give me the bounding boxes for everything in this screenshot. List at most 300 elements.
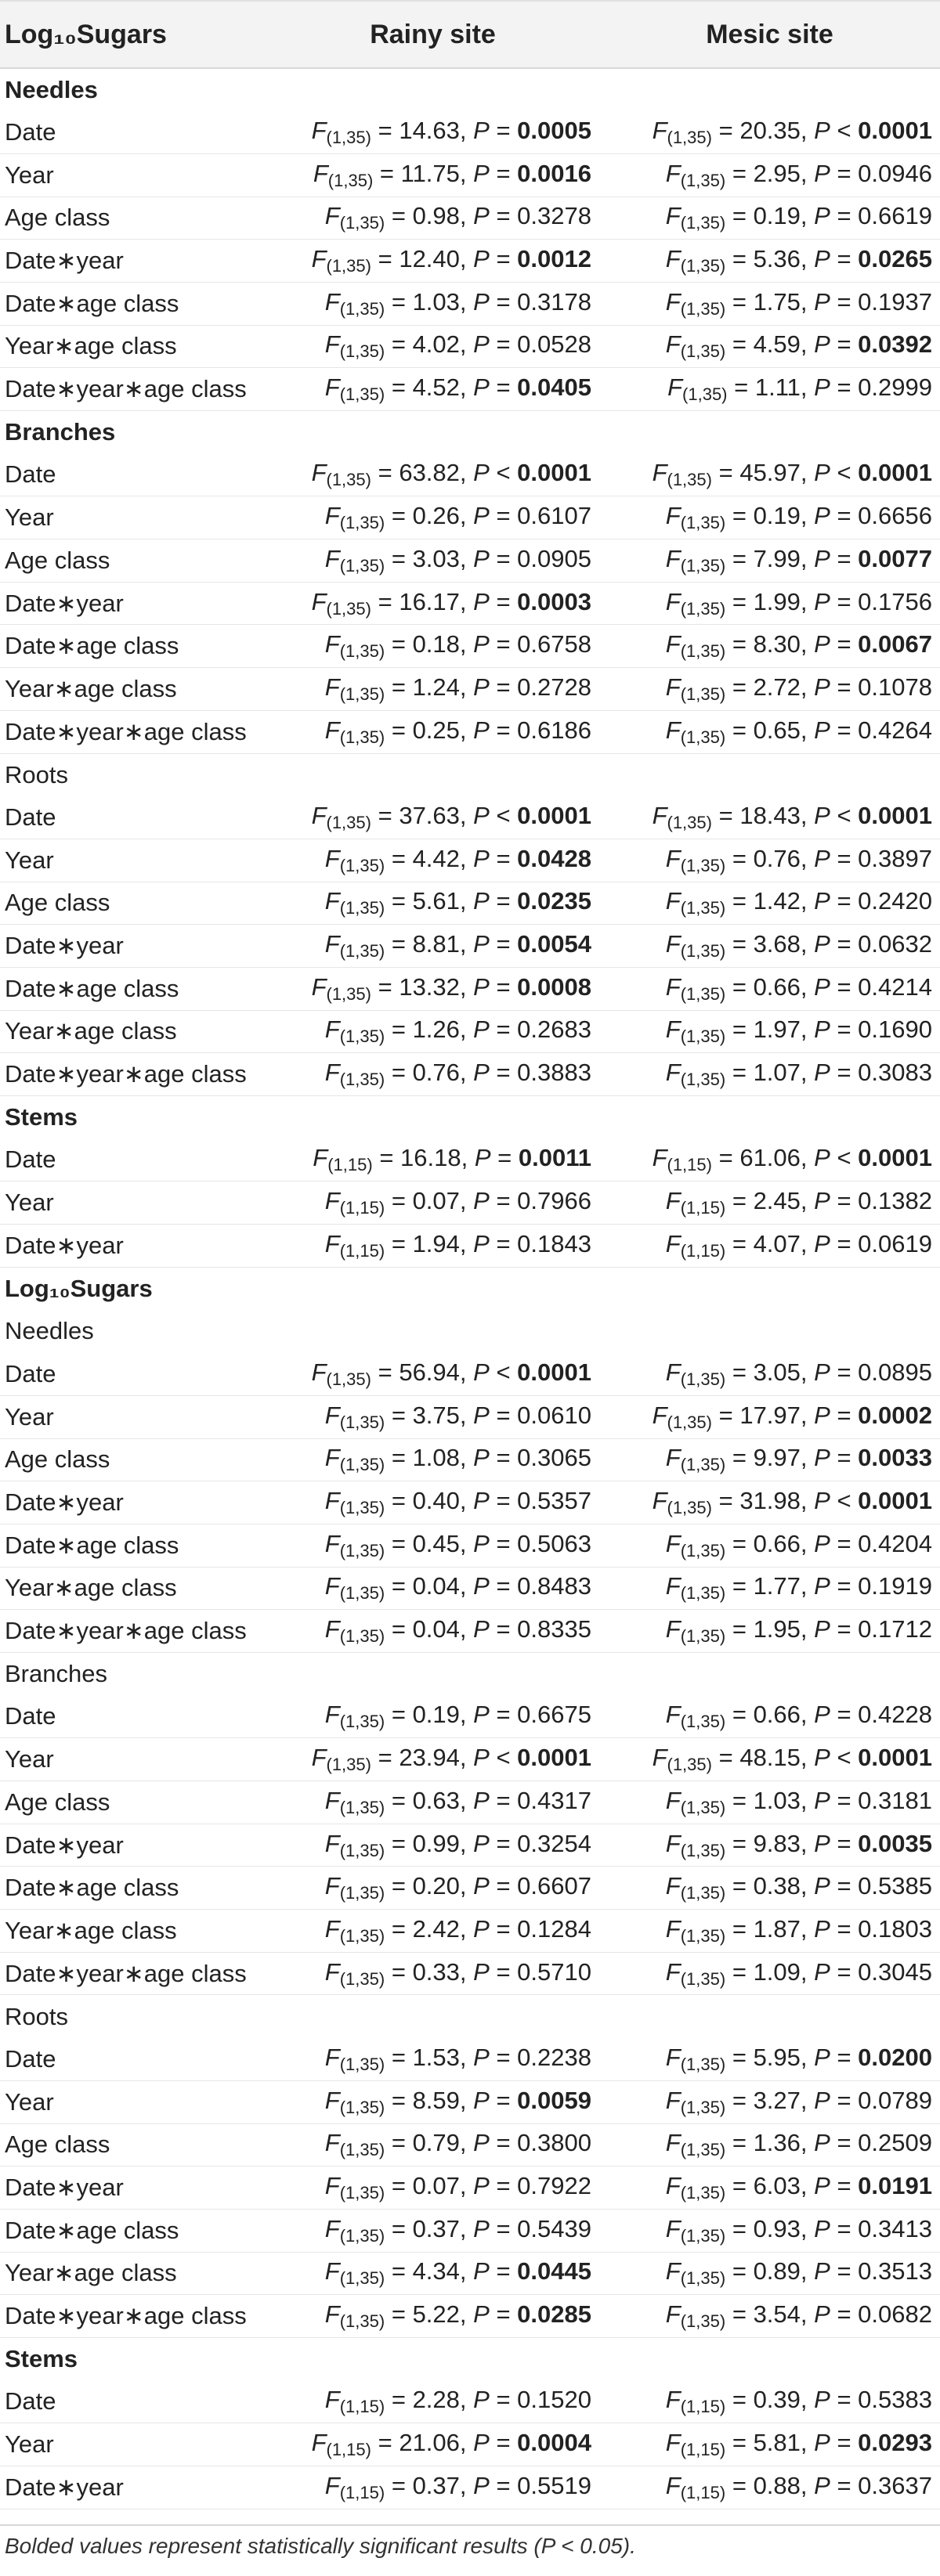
p-value-significant: 0.0054 [517,930,591,958]
f-symbol: F [665,1229,681,1257]
stat-cell: $F_{(1,35)} = 1.87$, P = 0.1803 [599,1910,940,1953]
p-symbol: P [473,544,490,572]
f-value: 1.11 [754,373,801,402]
row-label: Date∗year∗age class [0,368,266,411]
p-symbol: P [473,373,490,402]
p-symbol: P [814,844,830,872]
f-value: 0.79 [412,2129,460,2157]
stat-cell: $F_{(1,35)} = 9.97$, P = 0.0033 [599,1438,940,1481]
p-value-significant: 0.0191 [858,2172,932,2200]
section-heading-row [0,411,940,454]
f-value: 0.18 [412,630,460,658]
degrees-of-freedom: (1,35) [680,641,726,662]
p-symbol: P [473,1401,490,1429]
degrees-of-freedom: (1,35) [682,384,728,405]
degrees-of-freedom: (1,35) [680,1583,726,1604]
p-symbol: P [814,1529,830,1557]
degrees-of-freedom: (1,35) [339,641,385,662]
table-body [0,68,940,2509]
f-symbol: F [665,972,681,1001]
degrees-of-freedom: (1,35) [339,1540,385,1560]
f-symbol: F [324,2471,340,2499]
f-symbol: F [313,159,328,187]
p-value-significant: 0.0001 [517,1744,591,1772]
stat-cell: $F_{(1,35)} = 1.77$, P = 0.1919 [599,1567,940,1610]
f-value: 1.53 [412,2043,460,2071]
stat-cell: $F_{(1,35)} = 0.89$, P = 0.3513 [599,2252,940,2295]
f-value: 13.32 [399,972,460,1001]
p-value-significant: 0.0004 [517,2429,591,2457]
f-symbol: F [652,459,667,487]
row-label: Date∗age class [0,2209,266,2252]
f-symbol: F [324,1572,340,1600]
stat-cell: $F_{(1,35)} = 0.19$, P = 0.6656 [599,496,940,539]
row-label: Year [0,1738,266,1781]
p-symbol: P [814,972,830,1001]
f-symbol: F [311,801,327,829]
f-value: 5.61 [412,887,460,915]
table-row [0,2423,940,2466]
stat-cell: $F_{(1,35)} = 0.40$, P = 0.5357 [266,1481,599,1524]
f-value: 4.34 [412,2257,460,2286]
p-symbol: P [814,1829,830,1857]
p-symbol: P [814,801,830,829]
f-symbol: F [324,1229,340,1257]
degrees-of-freedom: (1,35) [339,855,385,875]
f-symbol: F [665,1059,681,1087]
section-label: Needles [5,75,98,103]
f-value: 1.87 [753,1914,801,1943]
p-symbol: P [473,972,490,1001]
section-label: Roots [5,2002,68,2030]
f-symbol: F [324,887,340,915]
p-symbol: P [473,887,490,915]
stat-cell: $F_{(1,35)} = 11.75$, P = 0.0016 [266,153,599,197]
f-symbol: F [324,1615,340,1643]
f-value: 0.66 [753,972,801,1001]
row-label: Date [0,1695,266,1738]
p-symbol: P [814,544,830,572]
p-symbol: P [473,1829,490,1857]
f-value: 1.42 [753,887,801,915]
degrees-of-freedom: (1,35) [339,1455,385,1475]
f-value: 0.98 [412,202,460,230]
degrees-of-freedom: (1,15) [339,1240,385,1261]
degrees-of-freedom: (1,35) [326,812,371,832]
p-symbol: P [814,330,830,359]
stat-cell: $F_{(1,35)} = 13.32$, P = 0.0008 [266,967,599,1010]
row-label: Year [0,496,266,539]
degrees-of-freedom: (1,35) [339,1797,385,1817]
f-symbol: F [324,630,340,658]
f-value: 9.97 [753,1444,801,1472]
table-row [0,197,940,240]
f-symbol: F [324,716,340,744]
degrees-of-freedom: (1,35) [339,1883,385,1903]
p-symbol: P [814,116,830,144]
f-symbol: F [324,2129,340,2157]
row-label: Date [0,796,266,839]
stat-cell: $F_{(1,35)} = 1.07$, P = 0.3083 [599,1053,940,1096]
f-symbol: F [311,1358,327,1386]
f-value: 11.75 [400,159,460,187]
p-symbol: P [814,673,830,701]
table-row [0,2466,940,2509]
degrees-of-freedom: (1,35) [339,1840,385,1860]
f-symbol: F [324,202,340,230]
f-symbol: F [665,1957,681,1986]
row-label: Date [0,453,266,496]
p-symbol: P [473,2172,490,2200]
table-row [0,1353,940,1396]
p-value-significant: 0.0003 [517,587,591,615]
stat-cell: $F_{(1,35)} = 0.79$, P = 0.3800 [266,2123,599,2167]
stat-cell: $F_{(1,35)} = 0.99$, P = 0.3254 [266,1824,599,1867]
header-mesic-site: Mesic site [599,1,940,68]
row-label: Age class [0,1438,266,1481]
f-value: 0.25 [412,716,460,744]
stat-cell: $F_{(1,35)} = 1.99$, P = 0.1756 [599,582,940,625]
section-heading-row [0,1310,940,1353]
stat-cell: $F_{(1,15)} = 0.88$, P = 0.3637 [599,2466,940,2509]
stat-cell: $F_{(1,35)} = 20.35$, P < 0.0001 [599,111,940,154]
f-value: 2.95 [753,159,801,187]
stat-cell: $F_{(1,35)} = 1.95$, P = 0.1712 [599,1610,940,1653]
degrees-of-freedom: (1,35) [327,170,374,190]
p-value-significant: 0.0033 [858,1444,932,1472]
p-value: 0.3278 [517,202,591,230]
stat-cell: $F_{(1,35)} = 5.95$, P = 0.0200 [599,2038,940,2081]
row-label: Date∗year [0,1481,266,1524]
f-symbol: F [324,2300,340,2329]
stat-cell: $F_{(1,15)} = 5.81$, P = 0.0293 [599,2423,940,2466]
f-symbol: F [311,972,327,1001]
p-symbol: P [814,1358,830,1386]
f-symbol: F [665,2129,681,2157]
degrees-of-freedom: (1,35) [680,684,726,704]
f-value: 6.03 [753,2172,801,2200]
f-value: 0.38 [753,1872,801,1900]
section-heading-row [0,2337,940,2380]
stat-cell: $F_{(1,15)} = 0.39$, P = 0.5383 [599,2380,940,2423]
p-value: 0.6656 [858,502,932,530]
p-symbol: P [473,1487,490,1515]
f-symbol: F [652,1487,667,1515]
stat-cell: $F_{(1,35)} = 0.20$, P = 0.6607 [266,1867,599,1910]
f-symbol: F [311,116,327,144]
p-value: 0.6607 [517,1872,591,1900]
p-value: 0.8483 [517,1572,591,1600]
stat-cell: $F_{(1,35)} = 3.54$, P = 0.0682 [599,2295,940,2338]
p-value: 0.1382 [858,1187,932,1215]
f-value: 23.94 [399,1744,460,1772]
p-symbol: P [814,2386,830,2414]
p-value: 0.0946 [858,159,932,187]
row-label: Date∗age class [0,1867,266,1910]
f-value: 4.07 [753,1229,801,1257]
f-symbol: F [313,1144,328,1172]
stat-cell: $F_{(1,35)} = 0.19$, P = 0.6619 [599,197,940,240]
p-value: 0.0895 [858,1358,932,1386]
p-value-significant: 0.0011 [518,1144,591,1172]
f-value: 3.27 [753,2086,801,2114]
degrees-of-freedom: (1,15) [680,2482,726,2502]
table-row [0,240,940,283]
p-symbol: P [814,1872,830,1900]
p-symbol: P [473,844,490,872]
section-label: Log₁₀Sugars [5,1274,153,1302]
f-value: 0.19 [753,202,801,230]
degrees-of-freedom: (1,35) [339,2140,385,2160]
stat-cell: $F_{(1,35)} = 0.18$, P = 0.6758 [266,625,599,668]
p-value-significant: 0.0235 [517,887,591,915]
stat-cell: $F_{(1,35)} = 1.11$, P = 0.2999 [599,368,940,411]
row-label: Year∗age class [0,325,266,368]
degrees-of-freedom: (1,35) [339,941,385,961]
row-label: Date∗year∗age class [0,1952,266,1995]
p-symbol: P [814,459,830,487]
f-value: 0.99 [412,1829,460,1857]
f-value: 0.07 [412,2172,460,2200]
p-value: 0.4228 [858,1701,932,1729]
p-value-significant: 0.0445 [517,2257,591,2286]
f-symbol: F [667,373,683,402]
degrees-of-freedom: (1,35) [680,1883,726,1903]
p-value: 0.7966 [517,1187,591,1215]
degrees-of-freedom: (1,35) [339,684,385,704]
degrees-of-freedom: (1,35) [667,1412,712,1432]
p-value: 0.0632 [858,930,932,958]
p-symbol: P [473,202,490,230]
p-symbol: P [473,1744,490,1772]
degrees-of-freedom: (1,35) [339,213,385,233]
p-symbol: P [814,1059,830,1087]
stat-cell: $F_{(1,35)} = 1.03$, P = 0.3178 [266,282,599,325]
f-symbol: F [665,1829,681,1857]
p-symbol: P [814,502,830,530]
degrees-of-freedom: (1,35) [680,2268,726,2289]
p-symbol: P [473,2129,490,2157]
f-symbol: F [665,544,681,572]
p-symbol: P [473,1572,490,1600]
f-value: 21.06 [399,2429,460,2457]
p-symbol: P [814,2257,830,2286]
p-value-significant: 0.0002 [858,1401,932,1429]
stat-cell: $F_{(1,15)} = 0.07$, P = 0.7966 [266,1182,599,1225]
f-symbol: F [665,2300,681,2329]
f-symbol: F [665,1187,681,1215]
empty-cell [266,753,599,796]
p-value: 0.5357 [517,1487,591,1515]
p-symbol: P [473,1444,490,1472]
stat-cell: $F_{(1,35)} = 1.26$, P = 0.2683 [266,1010,599,1053]
stat-cell: $F_{(1,35)} = 0.66$, P = 0.4214 [599,967,940,1010]
f-symbol: F [311,587,327,615]
degrees-of-freedom: (1,35) [667,812,712,832]
row-label: Year [0,1182,266,1225]
degrees-of-freedom: (1,35) [339,555,385,575]
table-row [0,668,940,711]
degrees-of-freedom: (1,15) [327,1155,373,1175]
row-label: Date∗year∗age class [0,1053,266,1096]
f-symbol: F [665,2086,681,2114]
f-value: 0.89 [753,2257,801,2286]
f-value: 2.42 [412,1914,460,1943]
degrees-of-freedom: (1,35) [339,2183,385,2203]
stat-cell: $F_{(1,35)} = 8.81$, P = 0.0054 [266,925,599,968]
f-value: 1.07 [753,1059,801,1087]
degrees-of-freedom: (1,35) [339,1626,385,1647]
stat-cell: $F_{(1,35)} = 0.76$, P = 0.3883 [266,1053,599,1096]
p-value-significant: 0.0200 [858,2043,932,2071]
table-row [0,967,940,1010]
p-value: 0.2728 [517,673,591,701]
stat-cell: $F_{(1,35)} = 0.19$, P = 0.6675 [266,1695,599,1738]
p-symbol: P [814,930,830,958]
p-symbol: P [814,1572,830,1600]
f-value: 4.42 [412,844,460,872]
f-value: 0.66 [753,1529,801,1557]
row-label: Year∗age class [0,1910,266,1953]
stat-cell: $F_{(1,35)} = 0.37$, P = 0.5439 [266,2209,599,2252]
p-symbol: P [814,1914,830,1943]
p-symbol: P [473,1187,490,1215]
f-symbol: F [324,1444,340,1472]
f-value: 5.95 [753,2043,801,2071]
stat-cell: $F_{(1,35)} = 0.63$, P = 0.4317 [266,1781,599,1824]
f-symbol: F [665,159,681,187]
table-row [0,1952,940,1995]
f-symbol: F [665,287,681,316]
p-value-significant: 0.0001 [517,459,591,487]
stat-cell: $F_{(1,35)} = 2.42$, P = 0.1284 [266,1910,599,1953]
row-label: Year∗age class [0,2252,266,2295]
degrees-of-freedom: (1,15) [680,1198,726,1218]
f-value: 5.22 [412,2300,460,2329]
f-value: 1.03 [412,287,460,316]
p-symbol: P [473,287,490,316]
p-symbol: P [814,2086,830,2114]
stat-cell: $F_{(1,35)} = 5.36$, P = 0.0265 [599,240,940,283]
p-symbol: P [473,330,490,359]
p-symbol: P [473,2257,490,2286]
p-symbol: P [814,373,830,402]
p-value: 0.2683 [517,1016,591,1044]
degrees-of-freedom: (1,35) [326,983,371,1004]
p-symbol: P [814,1016,830,1044]
stat-cell: $F_{(1,35)} = 1.97$, P = 0.1690 [599,1010,940,1053]
degrees-of-freedom: (1,35) [680,1626,726,1647]
p-symbol: P [473,630,490,658]
table-row [0,1481,940,1524]
degrees-of-freedom: (1,35) [667,470,712,490]
table-row [0,496,940,539]
p-value: 0.5439 [517,2214,591,2242]
p-value: 0.8335 [517,1615,591,1643]
p-value: 0.1756 [858,587,932,615]
stat-cell: $F_{(1,35)} = 0.38$, P = 0.5385 [599,1867,940,1910]
table-row [0,282,940,325]
degrees-of-freedom: (1,15) [326,2440,371,2460]
row-label: Date [0,1138,266,1182]
f-value: 2.45 [753,1187,801,1215]
f-symbol: F [324,1829,340,1857]
f-value: 1.94 [412,1229,460,1257]
f-symbol: F [324,844,340,872]
f-symbol: F [324,287,340,316]
stat-cell: $F_{(1,35)} = 12.40$, P = 0.0012 [266,240,599,283]
degrees-of-freedom: (1,35) [339,341,385,362]
table-row [0,325,940,368]
section-heading-row [0,1652,940,1695]
p-value: 0.1690 [858,1016,932,1044]
f-symbol: F [665,1914,681,1943]
stat-cell: $F_{(1,15)} = 2.28$, P = 0.1520 [266,2380,599,2423]
degrees-of-freedom: (1,35) [339,1583,385,1604]
table-row [0,1182,940,1225]
f-symbol: F [652,1144,667,1172]
p-symbol: P [473,2214,490,2242]
row-label: Age class [0,882,266,925]
f-symbol: F [324,1914,340,1943]
empty-cell [599,1995,940,2038]
f-value: 37.63 [399,801,460,829]
table-row [0,2252,940,2295]
p-value: 0.1843 [517,1229,591,1257]
p-value: 0.5063 [517,1529,591,1557]
f-symbol: F [324,544,340,572]
f-value: 5.81 [753,2429,801,2457]
p-symbol: P [814,2429,830,2457]
stat-cell: $F_{(1,35)} = 3.03$, P = 0.0905 [266,539,599,583]
degrees-of-freedom: (1,35) [339,1712,385,1732]
p-value: 0.2238 [517,2043,591,2071]
p-symbol: P [473,1529,490,1557]
p-symbol: P [814,1229,830,1257]
degrees-of-freedom: (1,35) [339,1925,385,1946]
p-symbol: P [473,1358,490,1386]
p-symbol: P [814,202,830,230]
table-row [0,111,940,154]
p-value: 0.4264 [858,716,932,744]
row-label: Age class [0,539,266,583]
footnote-divider [0,2524,940,2526]
degrees-of-freedom: (1,35) [326,256,371,276]
section-label: Roots [5,760,68,788]
table-row [0,925,940,968]
degrees-of-freedom: (1,35) [680,213,726,233]
f-value: 1.08 [412,1444,460,1472]
p-value: 0.4214 [858,972,932,1001]
p-value: 0.6619 [858,202,932,230]
f-value: 2.72 [753,673,801,701]
section-heading-row [0,753,940,796]
empty-cell [266,1652,599,1695]
f-symbol: F [665,2386,681,2414]
stat-cell: $F_{(1,35)} = 14.63$, P = 0.0005 [266,111,599,154]
degrees-of-freedom: (1,35) [326,598,371,619]
p-value-significant: 0.0001 [858,1744,932,1772]
degrees-of-freedom: (1,35) [680,1455,726,1475]
section-label: Branches [5,1660,107,1688]
p-value: 0.3897 [858,844,932,872]
p-value-significant: 0.0001 [858,1144,932,1172]
stat-cell: $F_{(1,35)} = 18.43$, P < 0.0001 [599,796,940,839]
p-value: 0.3083 [858,1059,932,1087]
stat-cell: $F_{(1,35)} = 1.03$, P = 0.3181 [599,1781,940,1824]
stat-cell: $F_{(1,35)} = 2.72$, P = 0.1078 [599,668,940,711]
p-symbol: P [814,630,830,658]
